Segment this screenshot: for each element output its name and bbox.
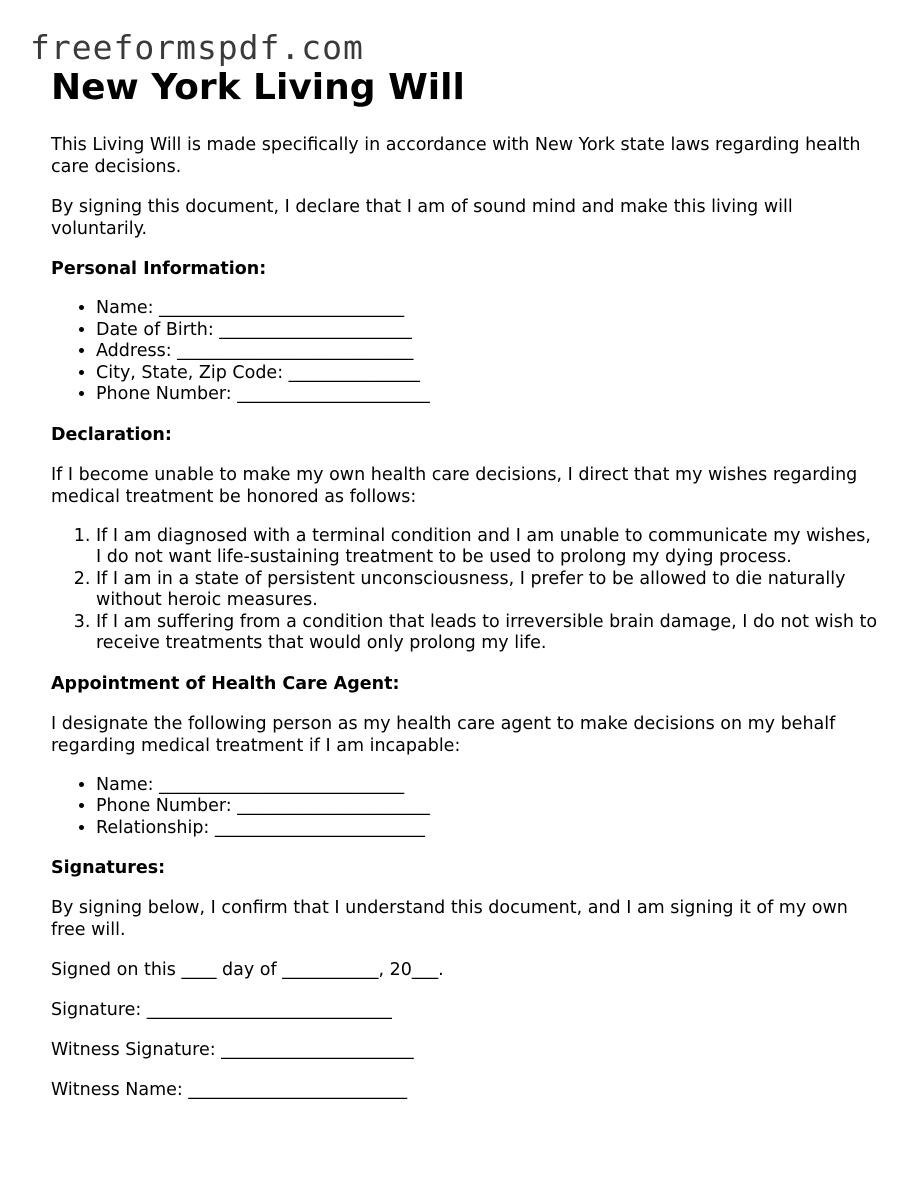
personal-phone-field: • Phone Number: ______________________ xyxy=(96,384,881,406)
personal-info-heading: Personal Information: xyxy=(51,259,267,279)
signatures-text: By signing below, I confirm that I understand this document, and I am signing it of my own free will. xyxy=(51,898,848,940)
declaration-item: 1. If I am diagnosed with a terminal condition and I am unable to communicate my wishes, I do not want life-sustaining treatment to be used to prolong my dying process. xyxy=(96,526,881,569)
intro-paragraph-1: This Living Will is made specifically in accordance with New York state laws regarding health care decisions. xyxy=(51,135,861,177)
agent-name-field: • Name: ____________________________ xyxy=(96,775,881,797)
personal-info-list xyxy=(51,298,881,406)
signed-on-line: Signed on this ____ day of ___________, 20___. xyxy=(51,960,444,980)
personal-dob-field: • Date of Birth: ______________________ xyxy=(96,320,881,342)
declaration-item: 3. If I am suffering from a condition that leads to irreversible brain damage, I do not wish to receive treatments that would only prolong my life. xyxy=(96,612,881,655)
agent-info-list xyxy=(51,775,881,840)
personal-name-field: • Name: ____________________________ xyxy=(96,298,881,320)
personal-city-state-zip-field: • City, State, Zip Code: _______________ xyxy=(96,363,881,385)
personal-address-field: • Address: ___________________________ xyxy=(96,341,881,363)
witness-signature-line: Witness Signature: ______________________ xyxy=(51,1040,414,1060)
document-title: New York Living Will xyxy=(51,67,465,108)
intro-paragraph-2: By signing this document, I declare that I am of sound mind and make this living will voluntarily. xyxy=(51,197,793,239)
declaration-item: 2. If I am in a state of persistent unconsciousness, I prefer to be allowed to die naturally without heroic measures. xyxy=(96,569,881,612)
document-body xyxy=(51,66,881,1119)
signatures-heading: Signatures: xyxy=(51,858,166,878)
witness-name-line: Witness Name: _________________________ xyxy=(51,1080,408,1100)
agent-relationship-field: • Relationship: ________________________ xyxy=(96,818,881,840)
agent-text: I designate the following person as my health care agent to make decisions on my behalf regarding medical treatment if I am incapable: xyxy=(51,713,836,756)
agent-heading: Appointment of Health Care Agent: xyxy=(51,673,400,694)
agent-phone-field: • Phone Number: ______________________ xyxy=(96,796,881,818)
signature-line: Signature: ____________________________ xyxy=(51,1000,392,1020)
declaration-heading: Declaration: xyxy=(51,424,172,445)
watermark-logo: freeformspdf.com xyxy=(30,28,364,67)
declaration-text: If I become unable to make my own health care decisions, I direct that my wishes regarding medical treatment be honored as follows: xyxy=(51,464,858,507)
declaration-list xyxy=(51,526,881,655)
